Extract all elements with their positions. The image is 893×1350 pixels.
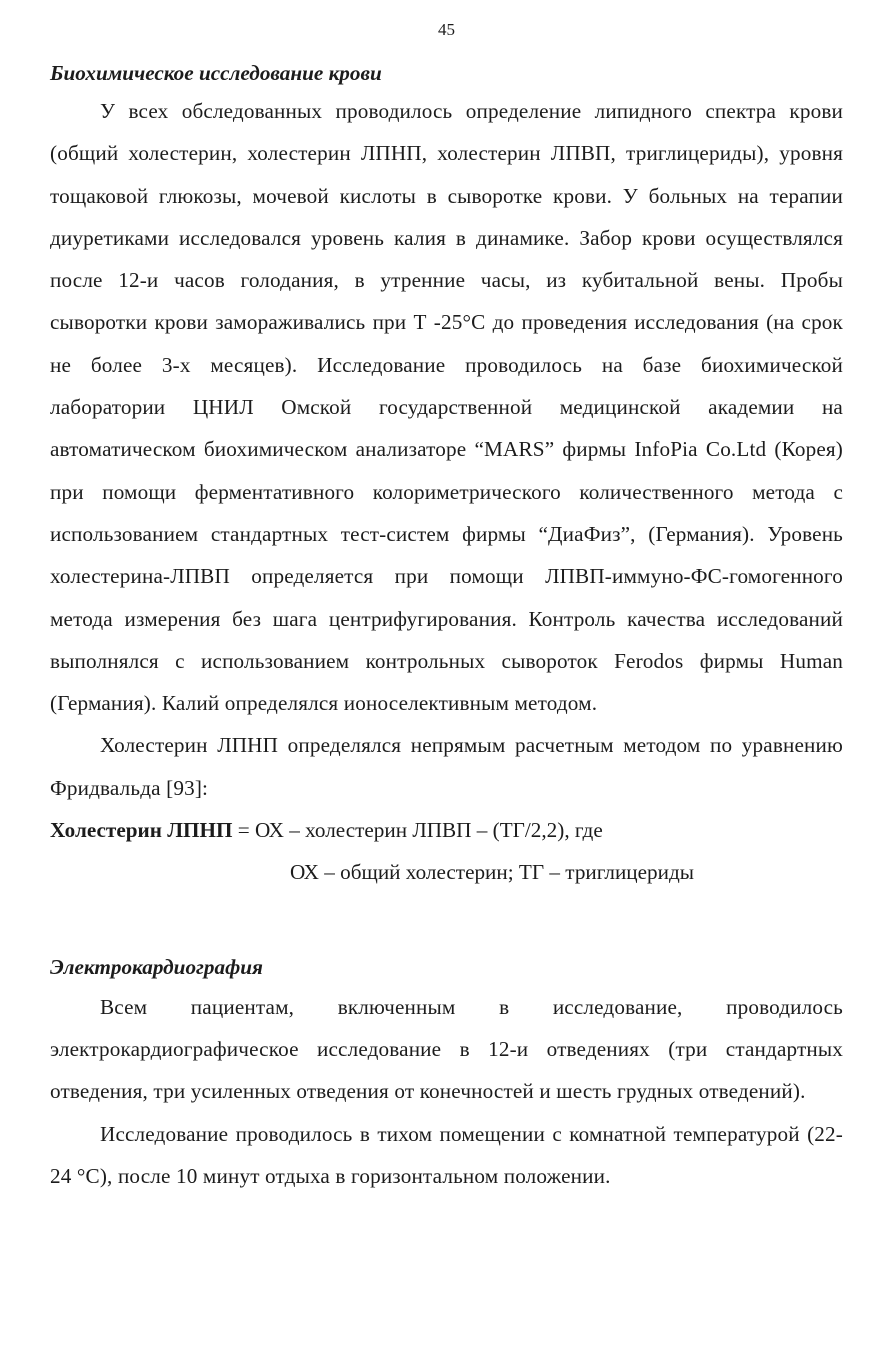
friedewald-formula	[50, 809, 843, 851]
paragraph-ecg-leads: Всем пациентам, включенным в исследование, проводилось электрокардиографическое исследование в 12-и отведениях (три стандартных отведения, три усиленных отведения от конечностей и шесть грудных отведений).	[50, 994, 843, 1104]
paragraph-ecg-conditions: Исследование проводилось в тихом помещении с комнатной температурой (22-24 °С), после 10 минут отдыха в горизонтальном положении.	[50, 1121, 843, 1188]
formula-expression: = ОХ – холестерин ЛПВП – (ТГ/2,2), где	[232, 818, 603, 843]
formula-term: Холестерин ЛПНП	[50, 818, 233, 843]
page-number: 45	[438, 20, 455, 39]
section-spacer	[50, 894, 843, 950]
paragraph-biochemistry-methods: У всех обследованных проводилось определение липидного спектра крови (общий холестерин, холестерин ЛПНП, холестерин ЛПВП, триглицериды), уровня тощаковой глюкозы, мочевой кислоты в сыворотке крови. У больных на терапии диуретиками исследовался уровень калия в динамике. Забор крови осуществлялся после 12-и часов голодания, в утренние часы, из кубитальной вены. Пробы сыворотки крови замораживались при Т -25°С до проведения исследования (на срок не более 3-х месяцев). Исследование проводилось на базе биохимической лаборатории ЦНИЛ Омской государственной медицинской академии на автоматическом биохимическом анализаторе “MARS” фирмы InfoPia Co.Ltd (Корея) при помощи ферментативного колориметрического количественного метода с использованием стандартных тест-систем фирмы “ДиаФиз”, (Германия). Уровень холестерина-ЛПВП определяется при помощи ЛПВП-иммуно-ФС-гомогенного метода измерения без шага центрифугирования. Контроль качества исследований выполнялся с использованием контрольных сывороток Ferodos фирмы Human (Германия). Калий определялся ионоселективным методом.	[50, 99, 843, 716]
section-heading-ecg: Электрокардиография	[50, 954, 263, 979]
section-heading-biochemistry: Биохимическое исследование крови	[50, 61, 382, 85]
page-content	[50, 56, 843, 1197]
formula-legend: ОХ – общий холестерин; ТГ – триглицериды	[290, 860, 694, 885]
paragraph-ldl-calculation: Холестерин ЛПНП определялся непрямым расчетным методом по уравнению Фридвальда [93]:	[50, 733, 843, 800]
